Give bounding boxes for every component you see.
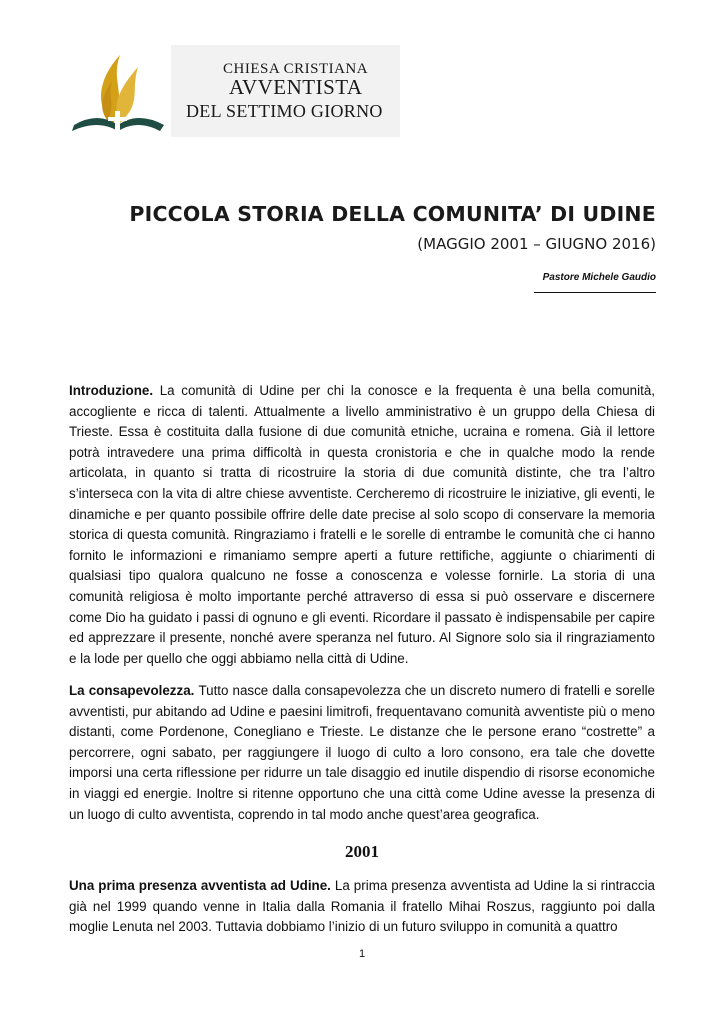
logo-wordmark-box bbox=[171, 45, 400, 137]
logo-line-1: CHIESA CRISTIANA bbox=[223, 61, 369, 77]
presenza-paragraph bbox=[69, 876, 655, 938]
flame-book-icon bbox=[68, 45, 168, 137]
church-logo bbox=[68, 45, 400, 137]
author-name: Pastore Michele Gaudio bbox=[542, 272, 656, 283]
consapevolezza-heading: La consapevolezza. bbox=[69, 683, 199, 698]
intro-paragraph bbox=[69, 381, 655, 669]
year-heading: 2001 bbox=[345, 842, 379, 861]
document-title: PICCOLA STORIA DELLA COMUNITA’ DI UDINE bbox=[129, 202, 656, 226]
author-underline bbox=[534, 292, 656, 293]
presenza-text: La prima presenza avventista ad Udine la si rintraccia già nel 1999 quando venne in Italia dalla Romania il fratello Mihai Roszus, raggiunto poi dalla moglie Lenuta nel 2003. Tuttavia dobbiamo l’inizio di un futuro sviluppo in comunità a quattro bbox=[69, 878, 656, 935]
document-subtitle: (MAGGIO 2001 – GIUGNO 2016) bbox=[417, 235, 656, 253]
consapevolezza-text: Tutto nasce dalla consapevolezza che un discreto numero di fratelli e sorelle avventisti, pur abitando ad Udine e paesini limitrofi, frequentavano comunità avventiste più o meno distanti, come Pordenone, Conegliano e Trieste. Le distanze che le persone erano “costrette” a percorrere, ogni sabato, per raggiungere il luogo di culto a loro consono, era tale che dovette imporsi una certa riflessione per ridurre un tale disaggio ed inutile dispendio di risorse economiche in viaggi ed energie. Inoltre si ritenne opportuno che una città come Udine avesse la presenza di un luogo di culto avventista, coprendo in tal modo anche quest’area geografica. bbox=[69, 683, 655, 822]
intro-heading: Introduzione. bbox=[69, 383, 160, 398]
logo-line-2: AVVENTISTA bbox=[229, 75, 363, 99]
consapevolezza-paragraph bbox=[69, 681, 655, 825]
page-number: 1 bbox=[358, 948, 366, 960]
presenza-heading: Una prima presenza avventista ad Udine. bbox=[69, 878, 335, 893]
logo-line-3: DEL SETTIMO GIORNO bbox=[186, 101, 383, 121]
intro-text: La comunità di Udine per chi la conosce e la frequenta è una bella comunità, accogliente e ricca di talenti. Attualmente a livello amministrativo è un gruppo della Chiesa di Trieste. Essa è costituita dalla fusione di due comunità etniche, ucraina e romena. Già il lettore potrà intravedere una prima difficoltà in questa cronistoria e che in qualche modo la rende articolata, in quanto si tratta di ricostruire la storia di due comunità distinte, che tra l’altro s’interseca con la vita di altre chiese avventiste. Cercheremo di ricostruire le iniziative, gli eventi, le dinamiche e per quanto possibile offrire delle date precise al solo scopo di conservare la memoria storica di questa comunità. Ringraziamo i fratelli e le sorelle di entrambe le comunità che ci hanno fornito le informazioni e rimaniamo sempre aperti a future rettifiche, aggiunte o chiarimenti di qualsiasi tipo qualora qualcuno ne fosse a conoscenza e volesse fornirle. La storia di una comunità religiosa è molto importante perché attraverso di essa si può osservare e discernere come Dio ha guidato i passi di ognuno e gli eventi. Ricordare il passato è indispensabile per capire ed apprezzare il presente, nonché avere speranza nel futuro. Al Signore solo sia il ringraziamento e la lode per quello che oggi abbiamo nella città di Udine. bbox=[69, 383, 655, 666]
